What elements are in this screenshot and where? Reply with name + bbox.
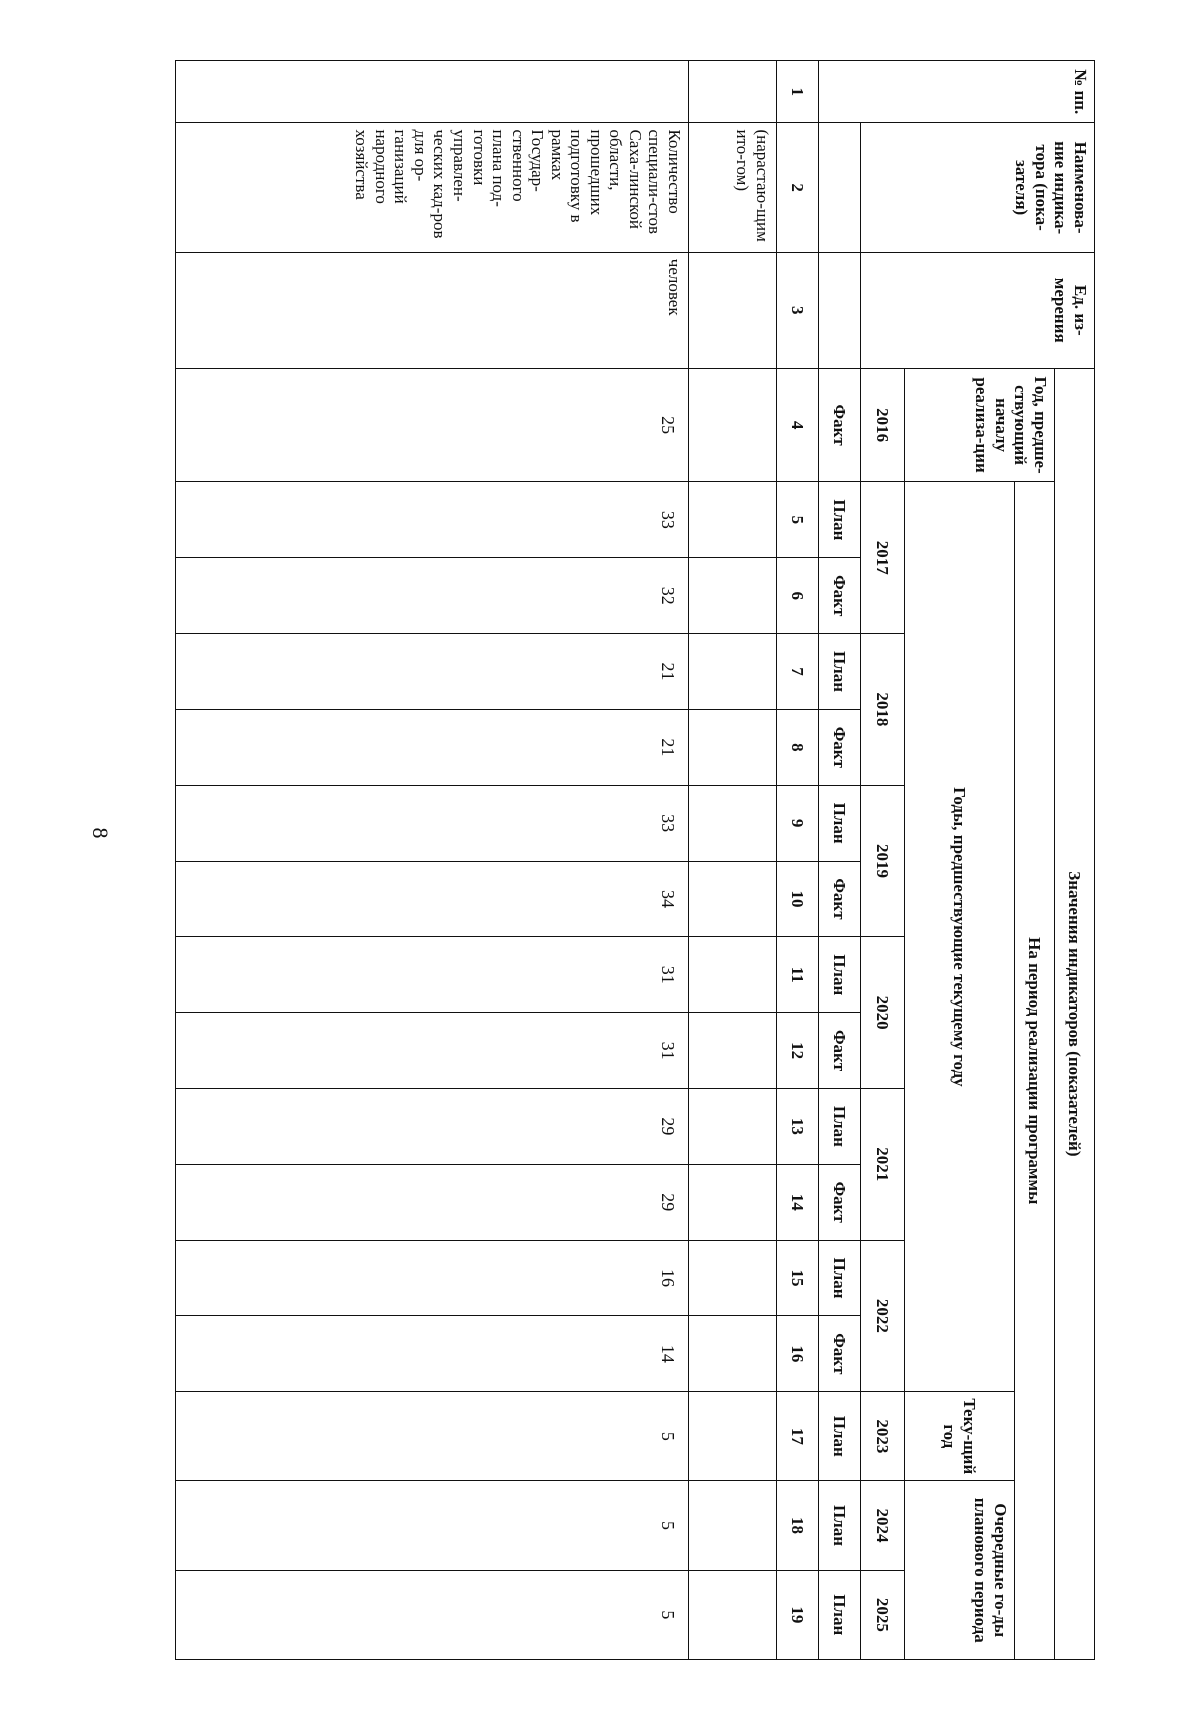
label-fact-2016: Факт [819,368,861,482]
column-number: 11 [777,937,819,1013]
column-number: 15 [777,1240,819,1316]
label-fact-2020: Факт [819,1013,861,1089]
column-number: 7 [777,634,819,710]
header-base-year: Год, предше-ствующий началу реализа-ции [905,368,1055,482]
indicators-table [175,60,1095,1660]
column-number: 1 [777,61,819,123]
table-row [689,61,777,1660]
header-current-year: Теку-щий год [905,1392,1015,1481]
row-value-cell [689,482,777,558]
row-value-cell: 29 [176,1088,689,1164]
label-plan-2018: План [819,634,861,710]
row-value-cell [689,937,777,1013]
label-fact-2022: Факт [819,1316,861,1392]
label-plan-2017: План [819,482,861,558]
row-value-cell [689,1481,777,1570]
year-2021: 2021 [861,1088,905,1240]
label-fact-2018: Факт [819,709,861,785]
row-value-cell [689,1164,777,1240]
column-number: 6 [777,558,819,634]
column-number: 2 [777,123,819,252]
year-2017: 2017 [861,482,905,634]
row-num-cell [176,61,689,123]
row-name-cell: (нарастаю-щим ито-гом) [689,123,777,252]
year-2016: 2016 [861,368,905,482]
column-number: 16 [777,1316,819,1392]
year-2020: 2020 [861,937,905,1089]
column-number: 13 [777,1088,819,1164]
year-2022: 2022 [861,1240,905,1392]
label-fact-2019: Факт [819,861,861,937]
row-value-cell: 31 [176,937,689,1013]
year-2024: 2024 [861,1481,905,1570]
label-plan-2024: План [819,1481,861,1570]
label-plan-2025: План [819,1570,861,1659]
row-value-cell: 33 [176,482,689,558]
row-value-cell: 33 [176,785,689,861]
rotated-table-frame [175,60,1095,1660]
row-name-cell: Количество специали-стов Саха-линской области, прошедших подготовку в рамках Государ-ственного плана под-готовки управлен-ческих кад-ров для ор-ганизаций народного хозяйства [176,123,689,252]
row-value-cell: 5 [176,1392,689,1481]
row-value-cell: 29 [176,1164,689,1240]
column-number: 12 [777,1013,819,1089]
row-value-cell: 25 [176,368,689,482]
column-number: 18 [777,1481,819,1570]
header-years-before: Годы, предшествующие текущему году [905,482,1015,1392]
row-value-cell: 14 [176,1316,689,1392]
row-value-cell [689,368,777,482]
row-value-cell [689,1570,777,1659]
header-name-empty [819,123,861,252]
label-plan-2020: План [819,937,861,1013]
row-value-cell: 5 [176,1570,689,1659]
rotated-table-wrapper [175,60,1095,1660]
row-value-cell [689,1240,777,1316]
row-value-cell [689,1088,777,1164]
row-value-cell: 21 [176,709,689,785]
header-unit-empty [819,252,861,368]
column-number: 9 [777,785,819,861]
row-value-cell [689,634,777,710]
row-value-cell [689,785,777,861]
header-program-period: На период реализации программы [1015,482,1055,1660]
label-fact-2017: Факт [819,558,861,634]
column-number: 19 [777,1570,819,1659]
label-plan-2019: План [819,785,861,861]
row-value-cell [689,558,777,634]
year-2025: 2025 [861,1570,905,1659]
table-row [176,61,689,1660]
year-2018: 2018 [861,634,905,786]
header-unit: Ед. из-мерения [861,252,1095,368]
row-value-cell [689,1316,777,1392]
row-value-cell: 32 [176,558,689,634]
column-number: 4 [777,368,819,482]
row-value-cell [689,1392,777,1481]
row-value-cell: 31 [176,1013,689,1089]
column-number: 17 [777,1392,819,1481]
year-2019: 2019 [861,785,905,937]
column-number: 5 [777,482,819,558]
column-number: 14 [777,1164,819,1240]
label-fact-2021: Факт [819,1164,861,1240]
column-number-row [777,61,819,1660]
label-plan-2023: План [819,1392,861,1481]
label-plan-2021: План [819,1088,861,1164]
row-value-cell: 16 [176,1240,689,1316]
row-unit-cell: человек [176,252,689,368]
row-value-cell [689,861,777,937]
page-number: 8 [88,827,113,839]
row-unit-cell [689,252,777,368]
row-value-cell: 21 [176,634,689,710]
column-number: 8 [777,709,819,785]
row-value-cell [689,1013,777,1089]
header-planned-years: Очередные го-ды планового периода [905,1481,1015,1660]
label-plan-2022: План [819,1240,861,1316]
row-value-cell: 5 [176,1481,689,1570]
column-number: 3 [777,252,819,368]
row-num-cell [689,61,777,123]
header-num: № пп. [819,61,1095,123]
year-2023: 2023 [861,1392,905,1481]
column-number: 10 [777,861,819,937]
row-value-cell: 34 [176,861,689,937]
header-values-group: Значения индикаторов (показателей) [1055,368,1095,1659]
row-value-cell [689,709,777,785]
header-name: Наименова-ние индика-тора (пока-зателя) [861,123,1095,252]
